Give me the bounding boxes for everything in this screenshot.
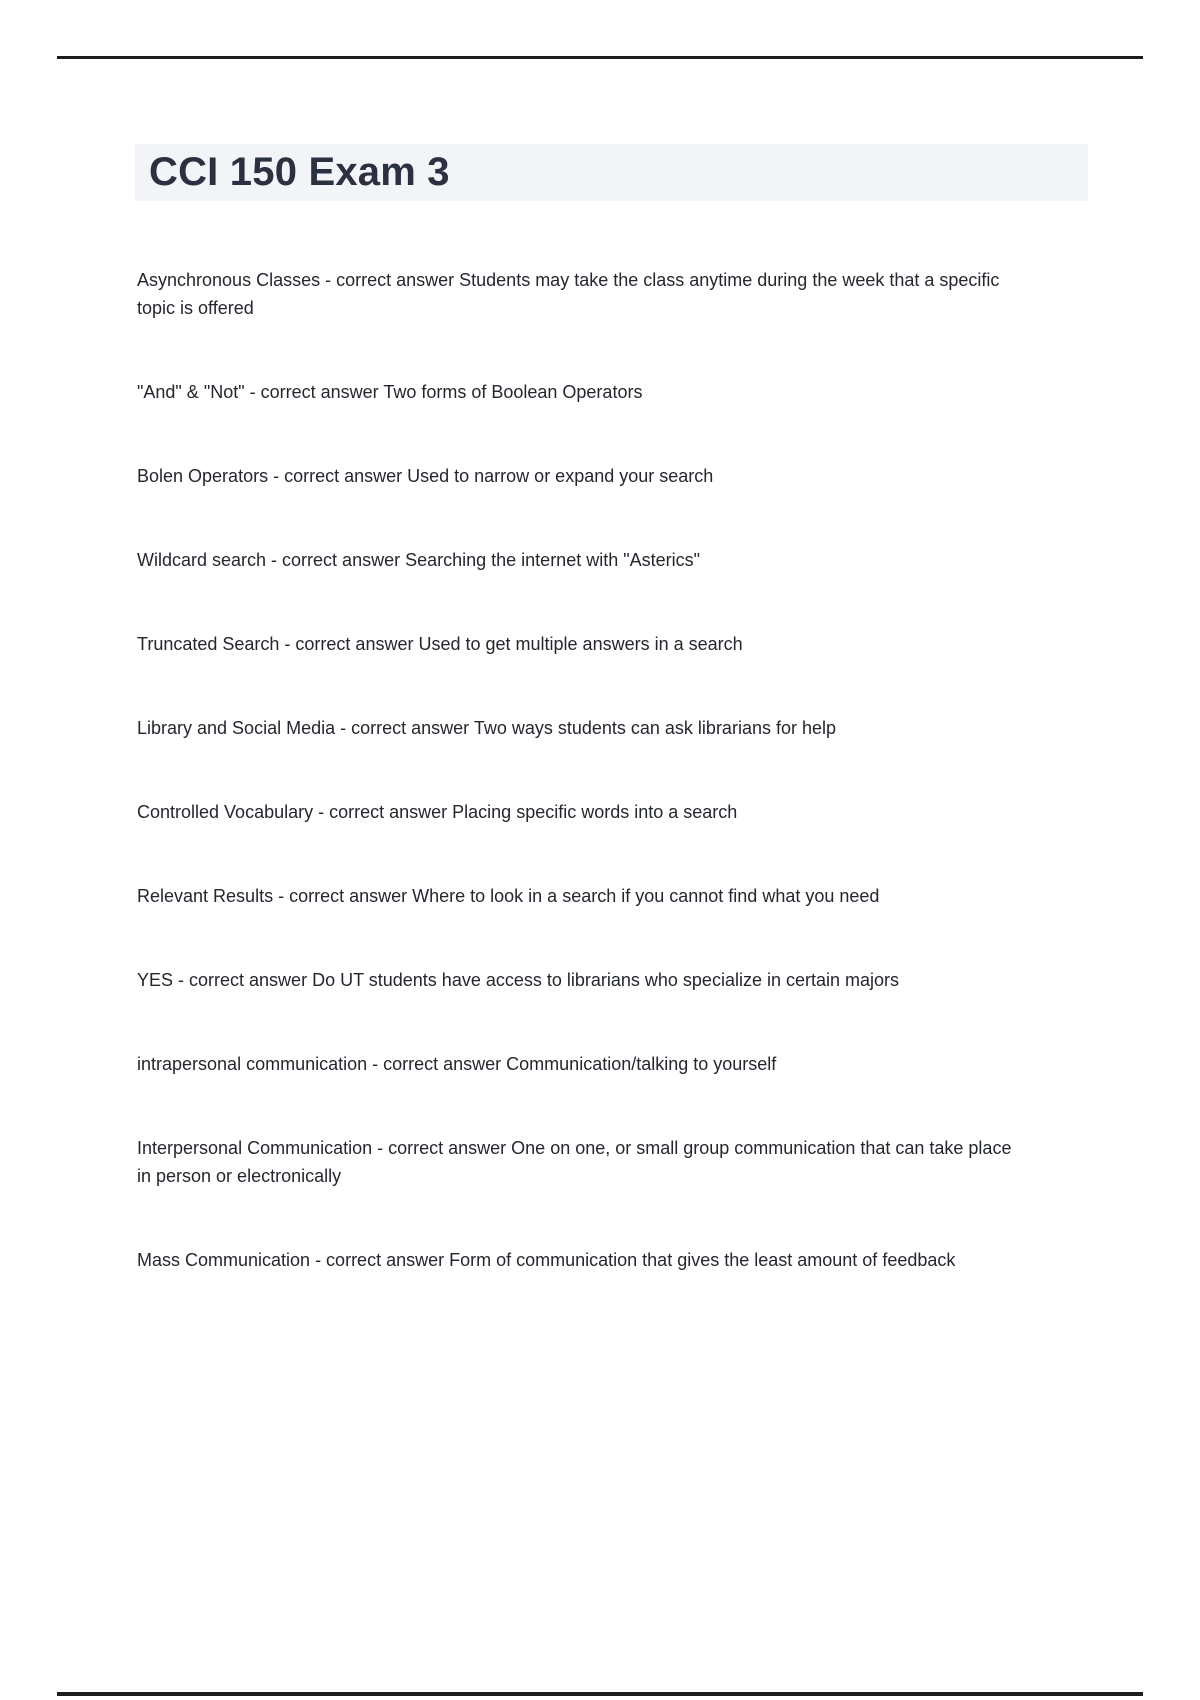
- qa-item: [137, 546, 1022, 574]
- qa-item: [137, 1134, 1022, 1190]
- qa-term: "And" & "Not": [137, 382, 245, 402]
- qa-separator: - correct answer: [244, 382, 384, 402]
- qa-list: [137, 266, 1022, 1330]
- qa-separator: - correct answer: [367, 1054, 507, 1074]
- qa-term: Relevant Results: [137, 886, 274, 906]
- qa-term: Controlled Vocabulary: [137, 802, 314, 822]
- qa-item: [137, 462, 1022, 490]
- qa-answer: Two forms of Boolean Operators: [383, 382, 643, 402]
- qa-term: Interpersonal Communication: [137, 1138, 373, 1158]
- qa-item: [137, 630, 1022, 658]
- qa-answer: Where to look in a search if you cannot find what you need: [412, 886, 880, 906]
- qa-term: Wildcard search: [137, 550, 267, 570]
- qa-separator: - correct answer: [372, 1138, 512, 1158]
- qa-answer: Students may take the class anytime during the week that a specific topic is offered: [137, 270, 1000, 318]
- qa-term: Mass Communication: [137, 1250, 311, 1270]
- qa-separator: - correct answer: [273, 886, 413, 906]
- qa-item: [137, 266, 1022, 322]
- qa-separator: - correct answer: [279, 634, 419, 654]
- qa-separator: - correct answer: [335, 718, 474, 738]
- qa-answer: Searching the internet with "Asterics": [405, 550, 701, 570]
- qa-item: [137, 798, 1022, 826]
- qa-separator: - correct answer: [320, 270, 460, 290]
- qa-separator: - correct answer: [310, 1250, 450, 1270]
- qa-term: YES: [137, 970, 174, 990]
- qa-item: [137, 1050, 1022, 1078]
- qa-item: [137, 1246, 1022, 1274]
- qa-answer: Placing specific words into a search: [452, 802, 738, 822]
- qa-answer: Communication/talking to yourself: [506, 1054, 777, 1074]
- qa-separator: - correct answer: [266, 550, 406, 570]
- page-title: CCI 150 Exam 3: [135, 144, 1088, 201]
- qa-separator: - correct answer: [173, 970, 313, 990]
- qa-answer: Do UT students have access to librarians who specialize in certain majors: [312, 970, 900, 990]
- qa-item: [137, 966, 1022, 994]
- qa-term: Truncated Search: [137, 634, 280, 654]
- qa-answer: Used to narrow or expand your search: [407, 466, 714, 486]
- qa-answer: Form of communication that gives the least amount of feedback: [449, 1250, 956, 1270]
- qa-term: Asynchronous Classes: [137, 270, 321, 290]
- qa-separator: - correct answer: [313, 802, 453, 822]
- top-divider: [57, 56, 1143, 59]
- qa-term: Bolen Operators: [137, 466, 269, 486]
- qa-item: [137, 714, 1022, 742]
- qa-item: [137, 378, 1022, 406]
- qa-answer: Two ways students can ask librarians for help: [473, 718, 836, 738]
- qa-term: intrapersonal communication: [137, 1054, 368, 1074]
- qa-answer: One on one, or small group communication that can take place in person or electronically: [137, 1138, 1012, 1186]
- qa-item: [137, 882, 1022, 910]
- qa-term: Library and Social Media: [137, 718, 336, 738]
- qa-answer: Used to get multiple answers in a search: [418, 634, 743, 654]
- qa-separator: - correct answer: [268, 466, 408, 486]
- bottom-divider: [57, 1692, 1143, 1696]
